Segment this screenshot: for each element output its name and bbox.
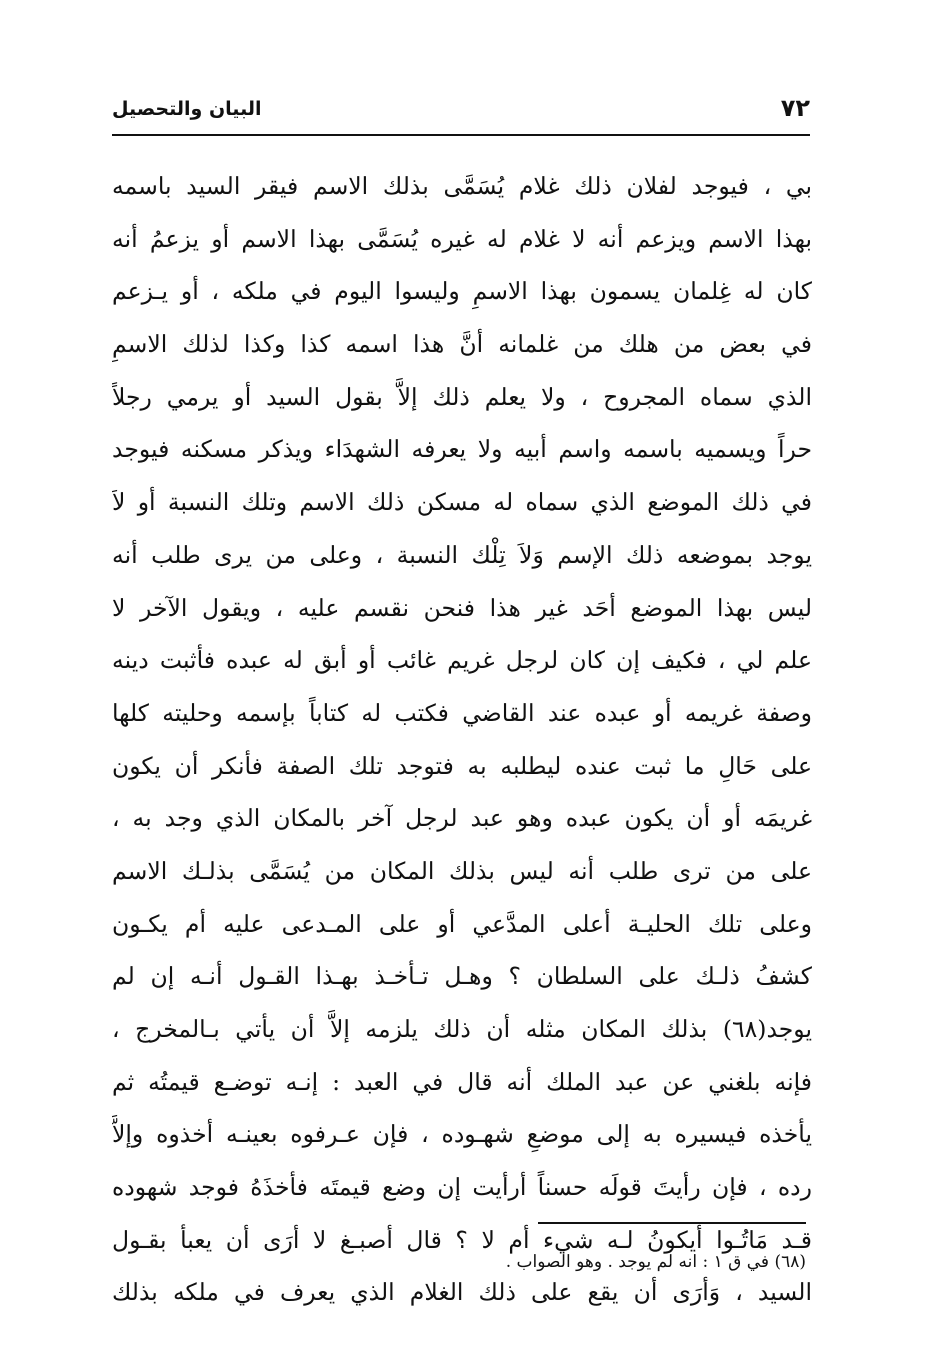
text-line-15: وعلى تلك الحليـة أعلى المدَّعي أو على المـدعى عليه أم يكـون [112,909,812,938]
header-rule [112,134,810,136]
text-line-9: ليس بهذا الموضع أحَد غير هذا فنحن نقسم عليه ، ويقول الآخر لا [112,593,812,622]
text-line-20: رده ، فإن رأيتَ قولَه حسناً أرأيت إن وضع قيمتَه فأخذَهُ فوجد شهوده [112,1173,812,1202]
text-line-11: وصفة غريمه أو عبده عند القاضي فكتب له كتاباً بإسمه وحليته كلها [112,698,812,727]
text-line-3: كان له غِلمان يسمون بهذا الاسمِ وليسوا اليوم في ملكه ، أو يـزعم [112,277,812,306]
text-line-21: قـد مَاتُـوا أيكونُ لـه شيء أم لا ؟ قال أصبـغ لا أرَى أن يعبأ بقـول [112,1225,812,1254]
text-line-1: بي ، فيوجد لفلان ذلك غلام يُسَمَّى بذلك الاسم فيقر السيد باسمه [112,172,812,200]
text-line-13: غريمَه أو أن يكون عبده وهو عبد لرجل آخر بالمكان الذي وجد به ، [112,804,812,833]
text-line-14: على من ترى طلب أنه ليس بذلك المكان من يُسَمَّى بذلـك الاسم [112,856,812,885]
text-line-10: علم لي ، فكيف إن كان لرجل غريم غائب أو أبق له عبده فأثبت دينه [112,646,812,675]
footnote: (٦٨) في ق ١ : انه لم يوجد . وهو الصواب . [505,1252,806,1272]
text-line-22: السيد ، وَأرَى أن يقع على ذلك الغلام الذي يعرف في ملكه بذلك [112,1278,812,1307]
text-line-8: يوجد بموضعه ذلك الإسم وَلاَ تِلْك النسبة ، وعلى من يرى طلب أنه [112,540,812,569]
text-line-7: في ذلك الموضع الذي سماه له مسكن ذلك الاسم وتلك النسبة أو لاَ [112,488,812,517]
text-line-5: الذي سماه المجروح ، ولا يعلم ذلك إلاَّ بقول السيد أو يرمي رجلاً [112,382,812,411]
text-line-19: يأخذه فيسيره به إلى موضعِ شهـوده ، فإن عـرفوه بعينـه أخذوه وإلاَّ [112,1120,812,1149]
running-title: البيان والتحصيل [112,98,262,120]
text-line-17: يوجد(٦٨) بذلك المكان مثله أن ذلك يلزمه إلاَّ أن يأتي بـالمخرج ، [112,1015,812,1043]
text-line-12: على حَالِ ما ثبت عنده ليطلبه به فتوجد تلك الصفة فأنكر أن يكون [112,751,812,780]
text-line-18: فإنه بلغني عن عبد الملك أنه قال في العبد : إنـه توضـع قيمتُه ثم [112,1067,812,1096]
footnote-rule [538,1222,806,1224]
page-number: ٧٢ [780,94,810,122]
text-line-4: في بعض من هلك من غلمانه أنَّ هذا اسمه كذا وكذا لذلك الاسمِ [112,330,812,359]
text-line-2: بهذا الاسم ويزعم أنه لا غلام له غيره يُسَمَّى بهذا الاسم أو يزعمُ أنه [112,224,812,253]
body-text [112,160,812,1319]
text-line-6: حراً ويسميه باسمه واسم أبيه ولا يعرفه الشهدَاء ويذكر مسكنه فيوجد [112,435,812,464]
text-line-16: كشفُ ذلـك على السلطان ؟ وهـل تـأخـذ بهـذا القـول أنـه إن لم [112,962,812,991]
running-header [112,92,810,132]
